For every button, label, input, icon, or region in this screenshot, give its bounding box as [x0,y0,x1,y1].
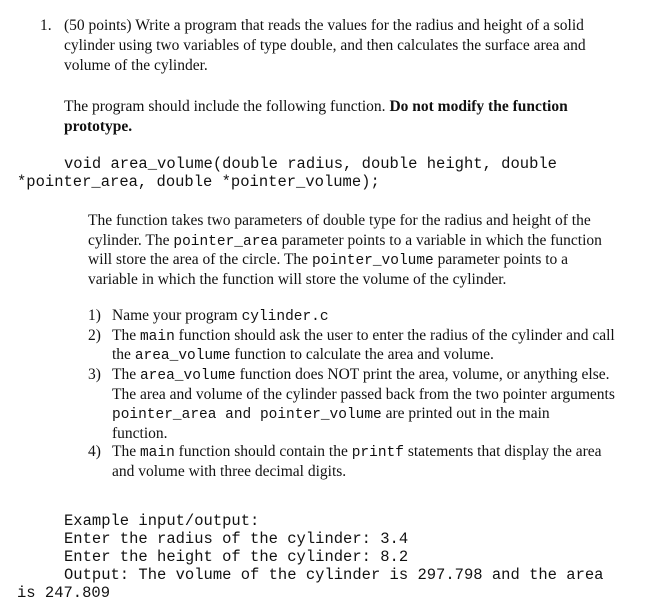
desc-code-pointer-volume: pointer_volume [311,253,434,269]
desc-text: will store the area of the circle. The [88,251,312,268]
item-code: pointer_area [112,407,217,423]
item-text: function to calculate the area and volume. [230,346,494,363]
include-note-bold: Do not modify the function [389,98,568,115]
description-line-3 [88,250,568,271]
description-line-4: variable in which the function will store the volume of the cylinder. [88,271,507,288]
description-line-2 [88,231,602,252]
item-2-line-1 [112,326,615,347]
prototype-line-1: void area_volume(double radius, double height, double [64,155,557,173]
item-4-line-2: and volume with three decimal digits. [112,463,347,480]
example-line-3: Enter the height of the cylinder: 8.2 [64,548,409,566]
item-text: are printed out in the main [381,405,550,422]
item-code: and [216,407,260,423]
item-code: main [139,329,175,345]
question-line-3: volume of the cylinder. [64,57,208,74]
prototype-line-2: *pointer_area, double *pointer_volume); [17,173,380,191]
description-line-1: The function takes two parameters of double type for the radius and height of the [88,212,591,229]
item-text: Name your program [112,307,242,324]
example-line-5: is 247.809 [17,584,111,602]
item-3-line-1 [112,365,609,386]
example-line-2: Enter the radius of the cylinder: 3.4 [64,530,409,548]
item-text: function does NOT print the area, volume, or anything else. [235,366,610,383]
question-line-1: (50 points) Write a program that reads the values for the radius and height of a solid [64,17,584,34]
desc-code-pointer-area: pointer_area [173,234,278,250]
item-2-number: 2) [88,327,101,344]
item-text: statements that display the area [403,443,602,460]
item-text: The [112,327,140,344]
example-line-4: Output: The volume of the cylinder is 297.798 and the area [64,566,604,584]
item-3-number: 3) [88,366,101,383]
include-note-text: The program should include the following function. [64,98,390,115]
desc-text: cylinder. The [88,232,174,249]
example-line-1: Example input/output: [64,512,260,530]
item-code: printf [351,445,404,461]
item-text: The [112,366,140,383]
item-4-number: 4) [88,443,101,460]
desc-text: parameter points to a variable in which the function [277,232,602,249]
item-code: area_volume [134,348,231,364]
include-note-line-1 [64,97,568,117]
item-4-line-1 [112,442,602,463]
item-text: function should ask the user to enter the radius of the cylinder and call [174,327,615,344]
item-code: pointer_volume [259,407,382,423]
item-3-line-3 [112,404,550,425]
item-code: main [139,445,175,461]
desc-text: parameter points to a [433,251,569,268]
question-number: 1. [40,17,52,34]
item-3-line-4: function. [112,425,168,442]
item-code: cylinder.c [241,309,329,325]
item-text: The [112,443,140,460]
item-text: the [112,346,135,363]
item-3-line-2: The area and volume of the cylinder passed back from the two pointer arguments [112,386,615,403]
item-code: area_volume [139,368,236,384]
item-text: function should contain the [174,443,352,460]
include-note-line-2 [64,117,132,137]
include-note-bold-2: prototype. [64,118,133,135]
question-line-2: cylinder using two variables of type double, and then calculates the surface area and [64,37,586,54]
item-2-line-2 [112,345,494,366]
item-1-line-1 [112,306,329,327]
item-1-number: 1) [88,307,101,324]
